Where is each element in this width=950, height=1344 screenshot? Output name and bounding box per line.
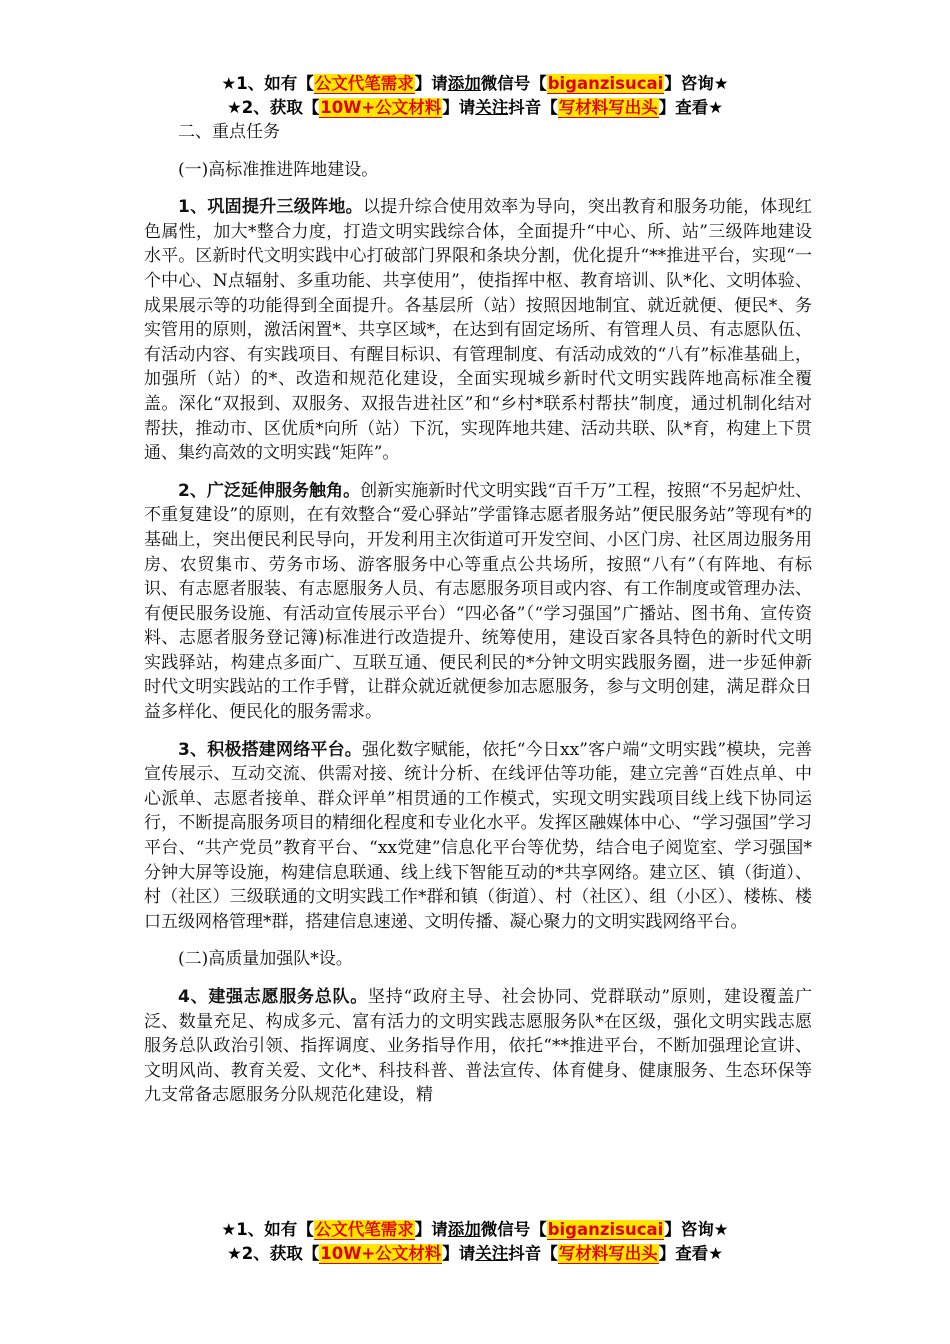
paragraph-title: 1、巩固提升三级阵地。: [178, 197, 363, 218]
document-body: [144, 120, 812, 1121]
paragraph-title: 4、建强志愿服务总队。: [178, 987, 369, 1007]
banner-text: 】请: [414, 1220, 448, 1239]
paragraph-title: 3、积极搭建网络平台。: [178, 739, 362, 760]
banner-text: ★2、获取【: [226, 1244, 320, 1263]
paragraph-body: 强化数字赋能，依托“今日xx”客户端“文明实践”模块，完善宣传展示、互动交流、供需对接、统计分析、在线评估等功能，建立完善“百姓点单、中心派单、志愿者接单、群众评单”相贯通的工作模式，实现文明实践项目线上线下协同运行，不断提高服务项目的精细化程度和专业化水平。发挥区融媒体中心、“学习强国”学习平台、“共产党员”教育平台、“xx党建”信息化平台等优势，结合电子阅览室、学习强国*分钟大屏等设施，构建信息联通、线上线下智能互动的*共享网络。建立区、镇（街道）、村（社区）三级联通的文明实践工作*群和镇（街道）、村（社区）、组（小区）、楼栋、楼口五级网格管理*群，搭建信息速递、文明传播、凝心聚力的文明实践网络平台。: [144, 739, 812, 932]
paragraph-title: 2、广泛延伸服务触角。: [178, 480, 361, 501]
banner-highlight: 10W+公文材料: [320, 98, 442, 117]
banner-emphasis: 关注: [475, 98, 509, 117]
banner-text: 微信号【: [480, 74, 547, 93]
banner-text: 】请: [442, 98, 476, 117]
banner-text: 】咨询★: [664, 74, 729, 93]
banner-highlight: 写材料写出头: [558, 98, 658, 117]
banner-emphasis: 关注: [475, 1244, 509, 1263]
footer-banner: [0, 1218, 950, 1266]
paragraph-body: 坚持“政府主导、社会协同、党群联动”原则，建设覆盖广泛、数量充足、构成多元、富有活力的文明实践志愿服务队*在区级，强化文明实践志愿服务总队政治引领、指挥调度、业务指导作用，依托“**推进平台，不断加强理论宣讲、文明风尚、教育关爱、文化*、科技科普、普法宣传、体育健身、健康服务、生态环保等九支常备志愿服务分队规范化建设，精: [144, 987, 812, 1106]
banner-line-1: [0, 1218, 950, 1242]
banner-emphasis: 添加: [447, 74, 481, 93]
section-title: 二、重点任务: [178, 122, 280, 142]
banner-text: ★1、如有【: [221, 1220, 314, 1239]
banner-text: 抖音【: [508, 98, 558, 117]
banner-text: 抖音【: [508, 1244, 558, 1263]
banner-line-1: [0, 72, 950, 96]
banner-text: ★2、获取【: [226, 98, 320, 117]
subsection-title-1: (一)高标准推进阵地建设。: [178, 159, 379, 180]
subsection-title-2: (二)高质量加强队*设。: [178, 949, 353, 970]
banner-highlight: 公文代笔需求: [314, 74, 414, 93]
banner-text: 】咨询★: [664, 1220, 729, 1239]
paragraph-body: 以提升综合使用效率为导向，突出教育和服务功能，体现红色属性，加大*整合力度，打造文明实践综合体，全面提升“中心、所、站”三级阵地建设水平。区新时代文明实践中心打破部门界限和条块分割，优化提升“**推进平台，实现“一个中心、N点辐射、多重功能、共享使用”，使指挥中枢、教育培训、队*化、文明体验、成果展示等的功能得到全面提升。各基层所（站）按照因地制宜、就近就便、便民*、务实管用的原则，激活闲置*、共享区域*，在达到有固定场所、有管理人员、有志愿队伍、有活动内容、有实践项目、有醒目标识、有管理制度、有活动成效的“八有”标准基础上，加强所（站）的*、改造和规范化建设，全面实现城乡新时代文明实践阵地高标准全覆盖。深化“双报到、双服务、双报告进社区”和“乡村*联系村帮扶”制度，通过机制化结对帮扶，推动市、区优质*向所（站）下沉，实现阵地共建、活动共联、队*育，构建上下贯通、集约高效的文明实践“矩阵”。: [144, 197, 812, 464]
banner-highlight: biganzisucai: [547, 1220, 664, 1239]
banner-line-2: [0, 96, 950, 120]
paragraph-4: [144, 985, 812, 1108]
paragraph-body: 创新实施新时代文明实践“百千万”工程，按照“不另起炉灶、不重复建设”的原则，在有效整合“爱心驿站”学雷锋志愿者服务站”便民服务站”等现有*的基础上，突出便民利民导向，开发利用主次街道可开发空间、小区门房、社区周边服务用房、农贸集市、劳务市场、游客服务中心等重点公共场所，按照“八有”（有阵地、有标识、有志愿者服装、有志愿服务人员、有志愿服务项目或内容、有工作制度或管理办法、有便民服务设施、有活动宣传展示平台）“四必备”（“学习强国”广播站、图书角、宣传资料、志愿者服务登记簿)标准进行改造提升、统筹使用，建设百家各具特色的新时代文明实践驿站，构建点多面广、互联互通、便民利民的*分钟文明实践服务圈，进一步延伸新时代文明实践站的工作手臂，让群众就近就便参加志愿服务，参与文明创建，满足群众日益多样化、便民化的服务需求。: [144, 480, 812, 723]
banner-text: 】查看★: [658, 1244, 724, 1263]
banner-text: 微信号【: [480, 1220, 547, 1239]
banner-text: 】请: [442, 1244, 476, 1263]
banner-text: 】请: [414, 74, 448, 93]
paragraph-1: [144, 195, 812, 466]
banner-text: ★1、如有【: [221, 74, 314, 93]
banner-line-2: [0, 1242, 950, 1266]
paragraph-3: [144, 738, 812, 935]
header-banner: [0, 72, 950, 120]
banner-highlight: 10W+公文材料: [320, 1244, 442, 1263]
banner-text: 】查看★: [658, 98, 724, 117]
paragraph-2: [144, 479, 812, 725]
banner-highlight: 公文代笔需求: [314, 1220, 414, 1239]
banner-emphasis: 添加: [447, 1220, 481, 1239]
banner-highlight: biganzisucai: [547, 74, 664, 93]
banner-highlight: 写材料写出头: [558, 1244, 658, 1263]
